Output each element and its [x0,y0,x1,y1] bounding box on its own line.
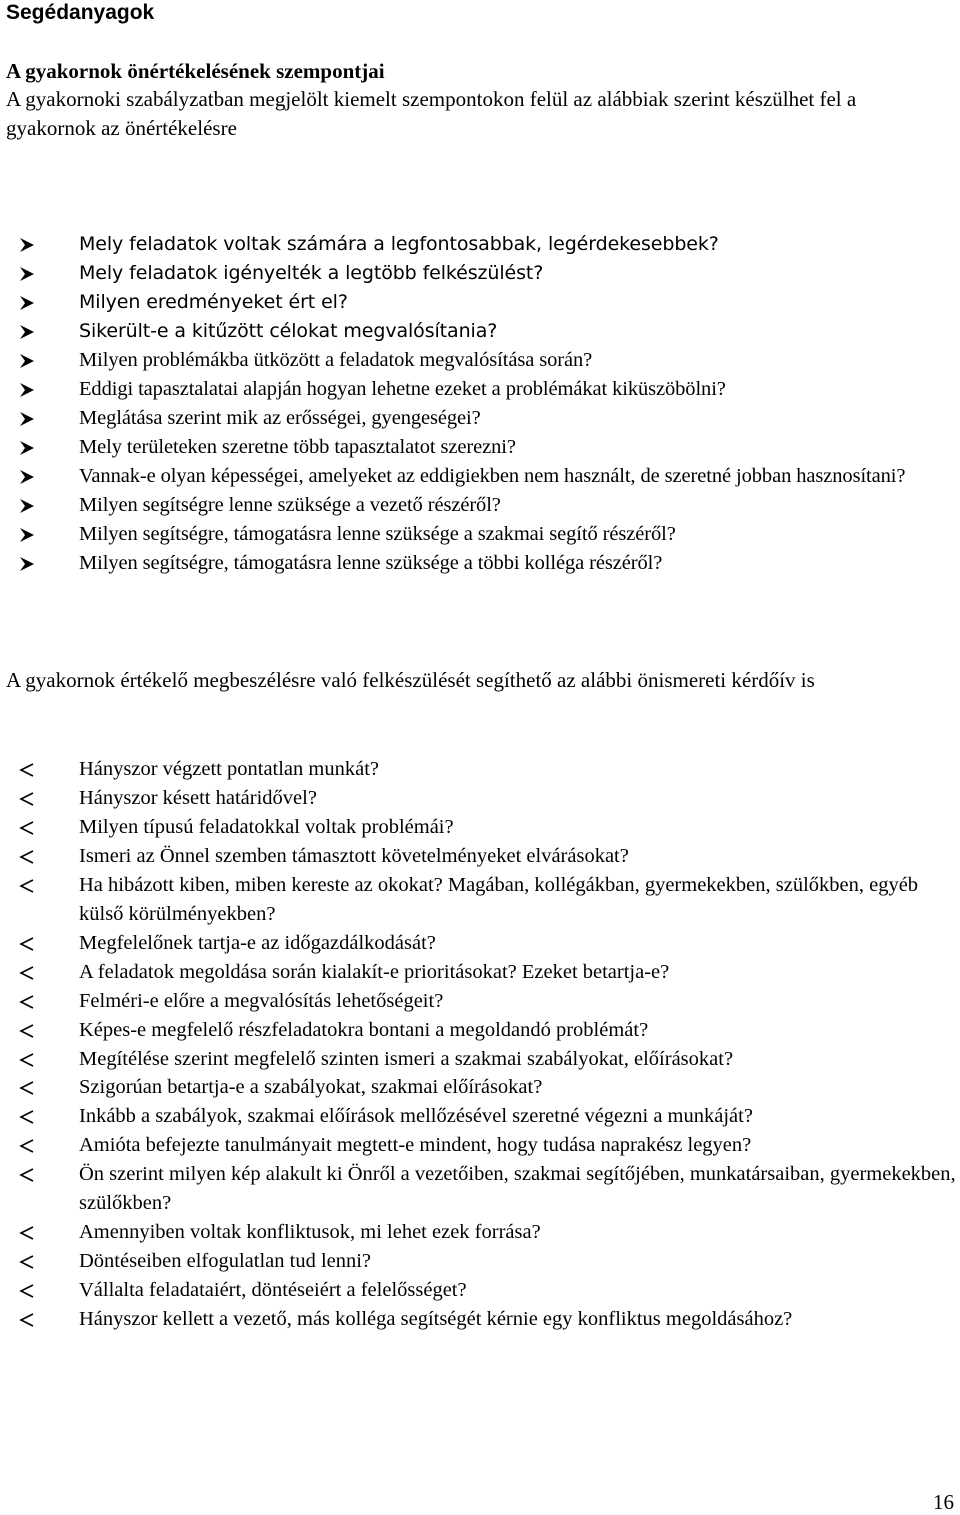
list-item: Megfelelőnek tartja-e az időgazdálkodását? [6,929,960,958]
chevron-left-icon [18,1051,36,1069]
page-heading: Segédanyagok [6,1,155,24]
chevron-left-icon [18,1137,36,1155]
list-item: Mely feladatok igényelték a legtöbb felkészülést? [6,259,954,288]
arrowhead-right-icon [18,497,36,515]
list-item: Milyen segítségre, támogatásra lenne szüksége a többi kolléga részéről? [6,549,954,578]
list-item: Meglátása szerint mik az erősségei, gyengeségei? [6,404,954,433]
arrowhead-right-icon [18,468,36,486]
arrowhead-right-icon [18,352,36,370]
arrowhead-right-icon [18,439,36,457]
list-item: A feladatok megoldása során kialakít-e prioritásokat? Ezeket betartja-e? [6,958,960,987]
chevron-left-icon [18,1108,36,1126]
questionnaire-intro: A gyakornok értékelő megbeszélésre való felkészülését segíthető az alábbi önismereti kérdőív is [6,668,815,692]
arrowhead-right-icon [18,265,36,283]
arrowhead-right-icon [18,410,36,428]
list-item: Milyen segítségre lenne szüksége a vezető részéről? [6,491,954,520]
chevron-left-icon [18,1224,36,1242]
list-item: Amióta befejezte tanulmányait megtett-e mindent, hogy tudása naprakész legyen? [6,1131,960,1160]
arrowhead-right-icon [18,526,36,544]
chevron-left-icon [18,964,36,982]
chevron-left-icon [18,1253,36,1271]
chevron-left-icon [18,1079,36,1097]
self-assessment-list [6,230,954,578]
list-item: Inkább a szabályok, szakmai előírások mellőzésével szeretné végezni a munkáját? [6,1102,960,1131]
arrowhead-right-icon [18,323,36,341]
list-item: Hányszor végzett pontatlan munkát? [6,755,960,784]
list-item: Eddigi tapasztalatai alapján hogyan lehetne ezeket a problémákat kiküszöbölni? [6,375,954,404]
chevron-left-icon [18,993,36,1011]
list-item: Milyen típusú feladatokkal voltak problémái? [6,813,960,842]
intro-text: A gyakornoki szabályzatban megjelölt kiemelt szempontokon felül az alábbiak szerint készülhet fel a gyakornok az önértékelésre [6,87,857,140]
chevron-left-icon [18,1282,36,1300]
chevron-left-icon [18,1022,36,1040]
chevron-left-icon [18,877,36,895]
list-item: Képes-e megfelelő részfeladatokra bontani a megoldandó problémát? [6,1016,960,1045]
list-item: Felméri-e előre a megvalósítás lehetőségeit? [6,987,960,1016]
chevron-left-icon [18,935,36,953]
arrowhead-right-icon [18,236,36,254]
list-item: Ismeri az Önnel szemben támasztott követelményeket elvárásokat? [6,842,960,871]
list-item: Vállalta feladataiért, döntéseiért a felelősséget? [6,1276,960,1305]
list-item: Hányszor késett határidővel? [6,784,960,813]
chevron-left-icon [18,761,36,779]
list-item: Mely területeken szeretne több tapasztalatot szerezni? [6,433,954,462]
list-item: Milyen problémákba ütközött a feladatok megvalósítása során? [6,346,954,375]
list-item: Milyen eredményeket ért el? [6,288,954,317]
list-item: Döntéseiben elfogulatlan tud lenni? [6,1247,960,1276]
chevron-left-icon [18,1311,36,1329]
list-item: Ha hibázott kiben, miben kereste az okokat? Magában, kollégákban, gyermekekben, szülőkben, egyéb külső körülményekben? [6,871,960,929]
chevron-left-icon [18,819,36,837]
list-item: Milyen segítségre, támogatásra lenne szüksége a szakmai segítő részéről? [6,520,954,549]
list-item: Szigorúan betartja-e a szabályokat, szakmai előírásokat? [6,1073,960,1102]
arrowhead-right-icon [18,294,36,312]
page-number: 16 [933,1490,954,1514]
chevron-left-icon [18,848,36,866]
list-item: Sikerült-e a kitűzött célokat megvalósítania? [6,317,954,346]
arrowhead-right-icon [18,381,36,399]
list-item: Mely feladatok voltak számára a legfontosabbak, legérdekesebbek? [6,230,954,259]
section-title: A gyakornok önértékelésének szempontjai [6,59,385,83]
chevron-left-icon [18,1166,36,1184]
arrowhead-right-icon [18,555,36,573]
list-item: Vannak-e olyan képességei, amelyeket az eddigiekben nem használt, de szeretné jobban hasznosítani? [6,462,954,491]
list-item: Amennyiben voltak konfliktusok, mi lehet ezek forrása? [6,1218,960,1247]
chevron-left-icon [18,790,36,808]
list-item: Ön szerint milyen kép alakult ki Önről a vezetőiben, szakmai segítőjében, munkatársaiban, gyermekekben, szülőkben? [6,1160,960,1218]
list-item: Hányszor kellett a vezető, más kolléga segítségét kérnie egy konfliktus megoldásához? [6,1305,960,1334]
list-item: Megítélése szerint megfelelő szinten ismeri a szakmai szabályokat, előírásokat? [6,1045,960,1074]
questionnaire-list [6,755,960,1334]
